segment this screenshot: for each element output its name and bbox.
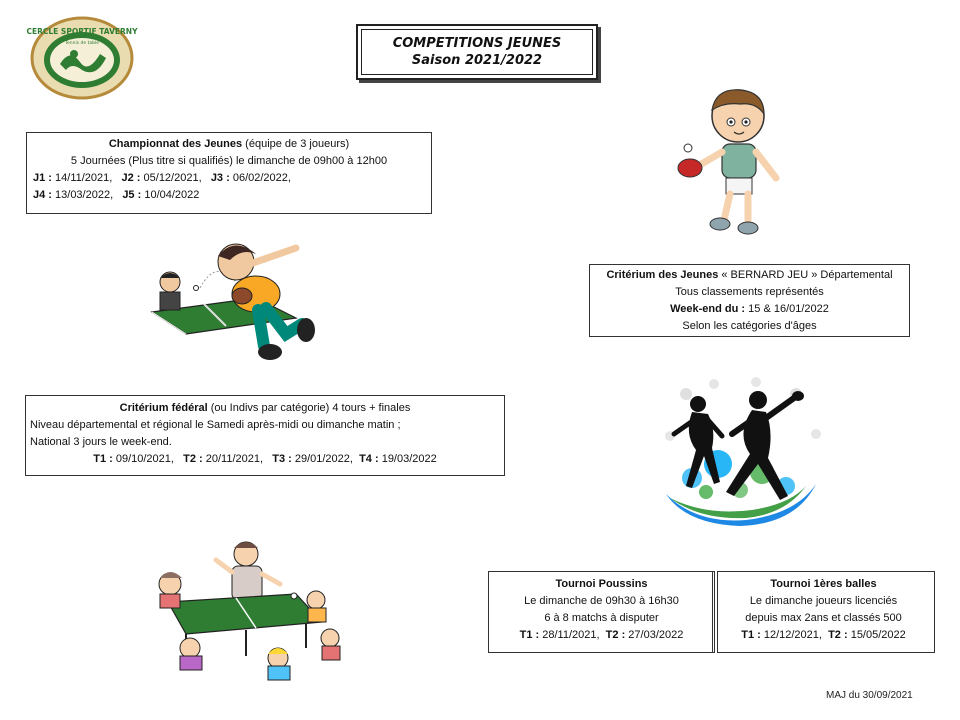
j1-date: 14/11/2021, (51, 172, 113, 184)
j3-date: 06/02/2022, (229, 172, 291, 184)
criterium-federal-box (25, 395, 505, 476)
update-date: MAJ du 30/09/2021 (826, 690, 913, 701)
logo-subtext: Tennis de table (65, 41, 99, 46)
tournoi-poussins-horaire: Le dimanche de 09h30 à 16h30 (524, 595, 679, 607)
balles-t2-label: T2 : (828, 629, 848, 641)
tournois-box (488, 571, 935, 653)
j1-label: J1 : (33, 172, 52, 184)
championnat-jeunes-box (26, 132, 432, 214)
weekend-label: Week-end du : (670, 303, 746, 315)
j3-label: J3 : (210, 172, 230, 184)
criterium-federal-heading-rest: (ou Indivs par catégorie) 4 tours + finales (207, 402, 411, 414)
tournoi-separator (714, 571, 718, 653)
silhouette-players-illustration (656, 374, 826, 534)
criterium-federal-heading: Critérium fédéral (119, 402, 208, 414)
balles-t1-date: 12/12/2021, (760, 629, 822, 641)
championnat-dates-row1 (33, 170, 425, 187)
t3-label: T3 : (272, 453, 292, 465)
criterium-federal-tours (30, 451, 500, 468)
club-logo (26, 14, 138, 100)
championnat-heading-rest: (équipe de 3 joueurs) (242, 138, 350, 150)
j5-date: 10/04/2022 (141, 189, 200, 201)
boy-paddle-illustration (676, 88, 792, 238)
criterium-jeunes-heading: Critérium des Jeunes (606, 269, 719, 281)
poussins-t2-date: 27/03/2022 (625, 629, 684, 641)
criterium-jeunes-categories: Selon les catégories d'âges (682, 320, 817, 332)
championnat-dates-row2 (33, 187, 425, 204)
t3-date: 29/01/2022, (291, 453, 353, 465)
tournoi-poussins-heading: Tournoi Poussins (555, 578, 648, 590)
season-subtitle: Saison 2021/2022 (411, 53, 543, 68)
title-box (356, 24, 598, 80)
j4-label: J4 : (33, 189, 52, 201)
poussins-t2-label: T2 : (605, 629, 626, 641)
balles-t1-label: T1 : (741, 629, 761, 641)
criterium-jeunes-classements: Tous classements représentés (675, 286, 824, 298)
t1-date: 09/10/2021, (112, 453, 174, 465)
t4-date: 19/03/2022 (378, 453, 437, 465)
criterium-jeunes-heading-rest: « BERNARD JEU » Départemental (718, 269, 893, 281)
t2-date: 20/11/2021, (202, 453, 264, 465)
j4-date: 13/03/2022, (51, 189, 114, 201)
logo-text: CERCLE SPORTIF TAVERNY (26, 27, 138, 36)
criterium-federal-niveau: Niveau départemental et régional le Samedi après-midi ou dimanche matin ; (30, 419, 401, 431)
tournoi-1eres-balles-box (712, 571, 935, 653)
championnat-heading: Championnat des Jeunes (108, 138, 243, 150)
tournoi-balles-classement: depuis max 2ans et classés 500 (745, 612, 902, 624)
poussins-t1-date: 28/11/2021, (539, 629, 600, 641)
cartoon-players-illustration (146, 238, 322, 368)
tournoi-balles-heading: Tournoi 1ères balles (770, 578, 877, 590)
tournoi-poussins-matchs: 6 à 8 matchs à disputer (544, 612, 659, 624)
poussins-t1-label: T1 : (519, 629, 540, 641)
championnat-schedule: 5 Journées (Plus titre si qualifiés) le dimanche de 09h00 à 12h00 (70, 155, 388, 167)
weekend-value: 15 & 16/01/2022 (745, 303, 829, 315)
criterium-federal-national: National 3 jours le week-end. (30, 436, 172, 448)
tournoi-poussins-box (488, 571, 715, 653)
criterium-jeunes-box (589, 264, 910, 337)
balles-t2-date: 15/05/2022 (847, 629, 906, 641)
tournoi-balles-joueurs: Le dimanche joueurs licenciés (749, 595, 898, 607)
t1-label: T1 : (93, 453, 113, 465)
t4-label: T4 : (359, 453, 379, 465)
page-title: COMPETITIONS JEUNES (392, 36, 562, 51)
j2-label: J2 : (121, 172, 141, 184)
j2-date: 05/12/2021, (140, 172, 202, 184)
kids-table-tennis-illustration (146, 538, 344, 690)
j5-label: J5 : (122, 189, 142, 201)
t2-label: T2 : (183, 453, 203, 465)
